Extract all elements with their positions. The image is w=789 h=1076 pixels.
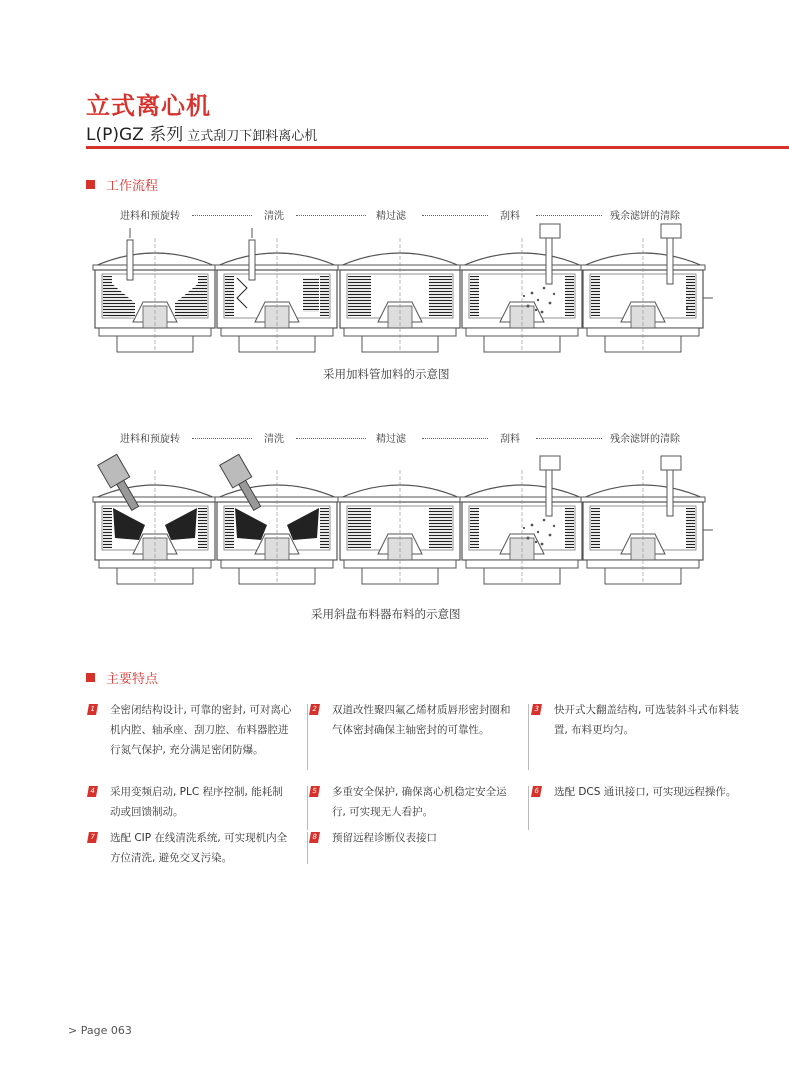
diagram-clear-1 [581,224,713,352]
page-number: > Page 063 [68,1024,132,1037]
diagram-scrape-2 [460,456,584,584]
step-label: 精过滤 [376,211,406,222]
step-label: 清洗 [264,211,284,222]
diagram-feed-2 [93,454,217,584]
feature-text: 选配 CIP 在线清洗系统, 可实现机内全方位清洗, 避免交叉污染。 [110,832,288,864]
diagram-filter-2 [338,470,462,584]
feature-item [310,782,512,822]
diagram-wash-2 [215,454,339,584]
feature-number-badge: 4 [87,786,98,797]
section-workflow-label: 工作流程 [106,179,159,194]
section-features-label: 主要特点 [106,672,159,687]
step-label: 进料和预旋转 [120,434,180,445]
feature-text: 快开式大翻盖结构, 可选装斜斗式布料装置, 布料更均匀。 [554,704,740,736]
caption-feed-pipe: 采用加料管加料的示意图 [323,367,450,381]
feature-number-badge: 5 [309,786,320,797]
section-features-heading [86,668,158,687]
feature-number-badge: 2 [309,704,320,715]
section-marker-icon [86,673,95,682]
feature-divider [528,704,529,770]
feature-item [532,782,740,802]
step-label: 清洗 [264,434,284,445]
series-name: 立式刮刀下卸料离心机 [187,129,318,144]
step-label: 残余滤饼的清除 [610,434,680,445]
feature-divider [528,786,529,830]
feature-item [88,782,292,822]
feature-item [310,828,512,848]
caption-inclined-disc: 采用斜盘布料器布料的示意图 [311,607,461,621]
feature-text: 全密闭结构设计, 可靠的密封, 可对离心机内腔、轴承座、刮刀腔、布料器腔进行氮气保护, 充分满足密闭防爆。 [110,704,292,756]
feature-item [88,700,292,760]
feature-divider [307,786,308,830]
feature-item [310,700,512,740]
feature-number-badge: 8 [309,832,320,843]
feature-text: 预留远程诊断仪表接口 [332,832,437,844]
feature-item [532,700,740,740]
feature-divider [307,832,308,864]
feature-text: 双道改性聚四氟乙烯材质唇形密封圈和气体密封确保主轴密封的可靠性。 [332,704,511,736]
feature-text: 选配 DCS 通讯接口, 可实现远程操作。 [554,786,737,798]
feature-number-badge: 7 [87,832,98,843]
feature-divider [307,704,308,770]
diagram-wash-1 [215,228,339,352]
feature-number-badge: 1 [87,704,98,715]
step-label: 进料和预旋转 [120,211,180,222]
feature-item [88,828,292,868]
step-label: 残余滤饼的清除 [610,211,680,222]
feature-text: 多重安全保护, 确保离心机稳定安全运行, 可实现无人看护。 [332,786,507,818]
step-label: 精过滤 [376,434,406,445]
page-title: 立式离心机 [86,92,211,120]
diagram-feed-1 [93,228,217,352]
series-code: L(P)GZ 系列 [86,125,184,145]
feature-number-badge: 6 [531,786,542,797]
diagram-filter-1 [338,238,462,352]
step-label: 刮料 [500,211,520,222]
diagram-scrape-1 [460,224,584,352]
feature-number-badge: 3 [531,704,542,715]
diagram-clear-2 [581,456,713,584]
step-label: 刮料 [500,434,520,445]
feature-text: 采用变频启动, PLC 程序控制, 能耗制动或回馈制动。 [110,786,283,818]
